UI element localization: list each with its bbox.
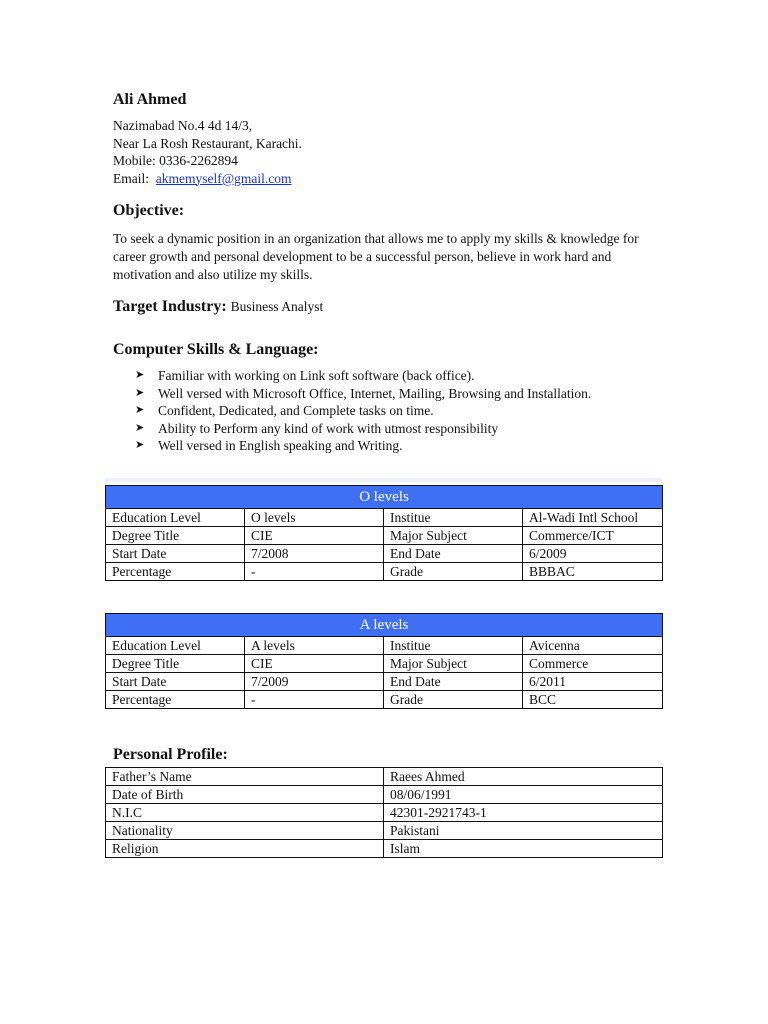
arrow-bullet-icon: ➤ [135, 369, 145, 381]
contact-block [113, 117, 302, 187]
target-industry-value: Business Analyst [230, 299, 324, 314]
skill-item: ➤ Well versed with Microsoft Office, Internet, Mailing, Browsing and Installation. [135, 385, 592, 401]
cell-label: Education Level [106, 637, 245, 655]
table-row [106, 840, 663, 858]
cell-value: BCC [523, 691, 663, 709]
cell-label: Start Date [106, 545, 245, 563]
cell-label: Religion [106, 840, 384, 858]
table-row [106, 822, 663, 840]
cell-value: CIE [245, 527, 384, 545]
cell-label: Major Subject [384, 655, 523, 673]
skill-item: ➤ Confident, Dedicated, and Complete tasks on time. [135, 403, 434, 419]
cell-value: Islam [384, 840, 663, 858]
table-row [106, 786, 663, 804]
skills-list [135, 367, 591, 455]
candidate-name: Ali Ahmed [113, 91, 187, 108]
email-link[interactable]: akmemyself@gmail.com [155, 170, 292, 186]
cell-label: Nationality [106, 822, 384, 840]
cell-value: 6/2009 [523, 545, 663, 563]
cell-label: Father’s Name [106, 768, 384, 786]
cell-label: Grade [384, 691, 523, 709]
o-levels-title: O levels [106, 486, 663, 509]
skills-heading: Computer Skills & Language: [113, 341, 319, 358]
cell-label: Degree Title [106, 527, 245, 545]
cell-label: End Date [384, 545, 523, 563]
personal-profile-heading: Personal Profile: [113, 746, 228, 763]
cell-label: Date of Birth [106, 786, 384, 804]
cell-value: CIE [245, 655, 384, 673]
address-line-1: Nazimabad No.4 4d 14/3, [113, 118, 253, 133]
email-row [113, 170, 302, 188]
table-row [106, 527, 663, 545]
cell-value: Commerce/ICT [523, 527, 663, 545]
table-row [106, 637, 663, 655]
table-row [106, 673, 663, 691]
target-industry-row [113, 298, 323, 316]
address-line-2: Near La Rosh Restaurant, Karachi. [113, 135, 302, 151]
email-label: Email: [113, 170, 149, 186]
cell-value: Commerce [523, 655, 663, 673]
cell-label: Percentage [106, 691, 245, 709]
cell-label: N.I.C [106, 804, 384, 822]
skill-item: ➤ Well versed in English speaking and Writing. [135, 438, 403, 454]
objective-text: To seek a dynamic position in an organization that allows me to apply my skills & knowledge for career growth and personal development to be a successful person, believe in work hard and motivation and also utilize my skills. [113, 231, 639, 282]
cell-label: Degree Title [106, 655, 245, 673]
cell-label: Education Level [106, 509, 245, 527]
cell-value: BBBAC [523, 563, 663, 581]
table-row [106, 768, 663, 786]
skill-item: ➤ Ability to Perform any kind of work with utmost responsibility [135, 420, 499, 436]
cell-value: A levels [245, 637, 384, 655]
cell-label: Major Subject [384, 527, 523, 545]
o-levels-table [105, 485, 663, 581]
cell-label: Institue [384, 509, 523, 527]
a-levels-title: A levels [106, 614, 663, 637]
cell-label: Percentage [106, 563, 245, 581]
cell-value: 42301-2921743-1 [384, 804, 663, 822]
table-row [106, 691, 663, 709]
cell-value: Avicenna [523, 637, 663, 655]
mobile-number: Mobile: 0336-2262894 [113, 153, 238, 168]
cell-label: Institue [384, 637, 523, 655]
arrow-bullet-icon: ➤ [135, 439, 145, 452]
arrow-bullet-icon: ➤ [135, 404, 145, 417]
divider [105, 478, 662, 482]
cell-value: O levels [245, 509, 384, 527]
arrow-bullet-icon: ➤ [135, 386, 145, 399]
table-row [106, 804, 663, 822]
cell-value: Pakistani [384, 822, 663, 840]
personal-profile-table [105, 767, 663, 858]
cell-value: 7/2008 [245, 545, 384, 563]
table-row [106, 563, 663, 581]
cell-value: Al-Wadi Intl School [523, 509, 663, 527]
cell-value: 08/06/1991 [384, 786, 663, 804]
cell-value: - [245, 691, 384, 709]
cell-value: - [245, 563, 384, 581]
cell-value: 6/2011 [523, 673, 663, 691]
cell-value: Raees Ahmed [384, 768, 663, 786]
arrow-bullet-icon: ➤ [135, 421, 145, 434]
skill-item: ➤ Familiar with working on Link soft software (back office). [135, 368, 475, 383]
table-row [106, 655, 663, 673]
target-industry-heading: Target Industry: [113, 298, 227, 315]
table-row [106, 545, 663, 563]
cell-label: End Date [384, 673, 523, 691]
table-row [106, 509, 663, 527]
cell-value: 7/2009 [245, 673, 384, 691]
a-levels-table [105, 613, 663, 709]
cell-label: Grade [384, 563, 523, 581]
objective-heading: Objective: [113, 202, 185, 219]
cell-label: Start Date [106, 673, 245, 691]
